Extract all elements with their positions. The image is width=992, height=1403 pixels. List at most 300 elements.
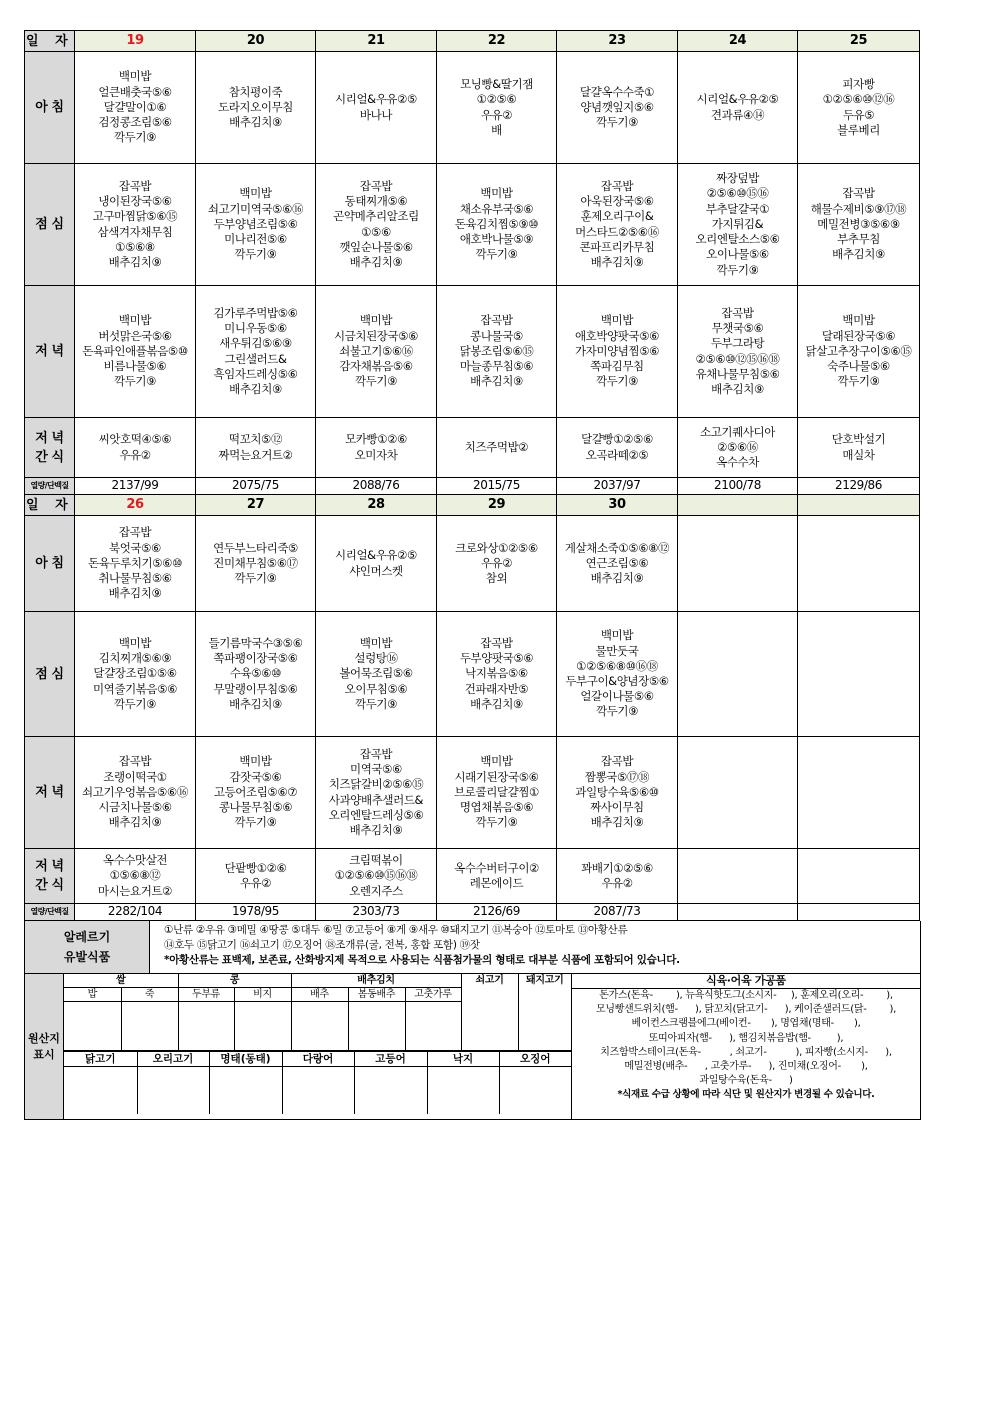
menu-item: 크로와상①②⑤⑥	[455, 540, 538, 555]
menu-item: 설렁탕⑯	[354, 651, 398, 666]
menu-item: 도라지오이무침	[218, 99, 293, 114]
menu-item: 깍두기⑨	[837, 374, 880, 389]
calorie-label: 열량/단백질	[25, 478, 75, 495]
calorie-protein-value	[798, 904, 920, 921]
menu-item: 백미밥	[118, 313, 152, 328]
menu-item: ①②⑤⑥⑧⑩⑯⑱	[576, 658, 658, 673]
calorie-protein-value: 2303/73	[316, 904, 437, 921]
menu-item: 냉이된장국⑤⑥	[98, 194, 172, 209]
menu-item: 백미밥	[480, 754, 513, 769]
allergy-note: *아황산류는 표백제, 보존료, 산화방지제 목적으로 사용되는 식품첨가물의 형태로 대부분 식품에 포함되어 있습니다.	[164, 954, 680, 966]
menu-item: 연근조림⑤⑥	[585, 555, 649, 570]
processed-food-line: 돈가스(돈육- ), 뉴욕식핫도그(소시지- ), 훈제오리(오리- ),	[599, 990, 893, 1001]
menu-item: 김치찌개⑤⑥⑨	[98, 651, 172, 666]
menu-item: 크림떡볶이	[349, 853, 403, 868]
dinner-row	[25, 286, 920, 418]
menu-item: 비름나물⑤⑥	[103, 359, 167, 374]
date-cell: 30	[557, 495, 678, 516]
menu-item: 삼색겨자채무침	[97, 224, 173, 239]
menu-item: 견과류④⑭	[710, 107, 765, 122]
snack-menu-cell	[798, 849, 920, 904]
menu-item: 무말랭이무침⑤⑥	[213, 681, 298, 696]
menu-item: ②⑤⑥⑩⑮⑯	[706, 186, 769, 201]
calorie-row	[25, 478, 920, 495]
menu-item: 깍두기⑨	[234, 571, 277, 586]
menu-item: 옥수수버터구이②	[454, 860, 539, 875]
calorie-protein-value: 2100/78	[678, 478, 798, 495]
menu-item: 배추김치⑨	[470, 374, 523, 389]
menu-item: 잡곡밥	[359, 178, 393, 193]
dinner-menu-cell	[75, 286, 196, 418]
menu-item: 잡곡밥	[118, 754, 152, 769]
lunch-menu-cell	[557, 164, 678, 286]
menu-item: 쇠불고기⑤⑥⑯	[339, 343, 413, 358]
processed-food-line: 과일탕수육(돈육- )	[699, 1075, 793, 1087]
snack-menu-cell	[678, 418, 798, 478]
menu-item: 달걀장조림①⑤⑥	[93, 666, 177, 681]
date-cell	[678, 495, 798, 516]
origin-sub-rice: 밥	[64, 988, 121, 1002]
origin-value-cell	[427, 1067, 499, 1115]
calorie-row	[25, 904, 920, 921]
menu-item: 낙지볶음⑤⑥	[465, 666, 528, 681]
menu-item: 배추김치⑨	[108, 815, 162, 830]
origin-sub-biji: 비지	[234, 988, 291, 1002]
menu-item: 쪽파팽이장국⑤⑥	[213, 651, 298, 666]
menu-item: 매실차	[842, 447, 875, 462]
breakfast-menu-cell	[798, 516, 920, 612]
breakfast-menu-cell	[437, 52, 557, 164]
dinner-menu-cell	[437, 737, 557, 849]
lunch-menu-cell	[557, 612, 678, 737]
lunch-row	[25, 612, 920, 737]
menu-item: 꽈배기①②⑤⑥	[581, 860, 653, 875]
snack-menu-cell	[678, 849, 798, 904]
menu-item: 바나나	[359, 107, 393, 122]
breakfast-menu-cell	[196, 516, 316, 612]
menu-item: 백미밥	[118, 69, 152, 84]
menu-item: 블루베리	[837, 122, 880, 137]
date-header-row	[25, 495, 920, 516]
menu-item: 시리얼&우유②⑤	[335, 548, 417, 563]
menu-item: 돈육두루치기⑤⑥⑩	[88, 555, 182, 570]
origin-value-cell	[178, 1002, 234, 1051]
menu-item: 잡곡밥	[359, 746, 393, 761]
menu-item: 훈제오리구이&	[580, 209, 654, 224]
menu-item: 새우튀김⑤⑥⑨	[219, 336, 292, 351]
menu-item: 참치평이죽	[228, 84, 283, 99]
menu-item: 잡곡밥	[480, 635, 513, 650]
menu-item: 깍두기⑨	[595, 704, 639, 719]
origin-footnote: *식재료 수급 상황에 따라 식단 및 원산지가 변경될 수 있습니다.	[617, 1089, 875, 1101]
menu-item: 치즈주먹밥②	[464, 439, 529, 454]
snack-menu-cell	[196, 418, 316, 478]
menu-item: 치즈닭갈비②⑤⑥⑮	[328, 777, 424, 792]
origin-sub-porridge: 죽	[121, 988, 178, 1002]
menu-item: 백미밥	[600, 628, 634, 643]
menu-item: 브로콜리달걀찜①	[454, 784, 539, 799]
breakfast-menu-cell	[557, 52, 678, 164]
menu-item: 미나리전⑤⑥	[224, 232, 287, 247]
origin-squid: 오징어	[499, 1052, 571, 1067]
menu-item: 씨앗호떡④⑤⑥	[98, 432, 172, 447]
dinner-menu-cell	[798, 286, 920, 418]
menu-item: 두부구이&양념장⑤⑥	[565, 674, 669, 688]
date-cell: 26	[75, 495, 196, 516]
menu-item: 우유②	[601, 876, 633, 890]
menu-item: 건파래자반⑤	[464, 681, 529, 696]
menu-item: 우유②	[239, 876, 272, 890]
menu-item: 두유⑤	[842, 107, 875, 122]
menu-item: 마시는요거트②	[97, 883, 173, 898]
menu-item: 진미채무침⑤⑥⑰	[213, 555, 298, 570]
menu-item: 애호박양팟국⑤⑥	[574, 328, 660, 343]
dinner-menu-cell	[798, 737, 920, 849]
breakfast-menu-cell	[316, 516, 437, 612]
date-cell: 29	[437, 495, 557, 516]
menu-item: 달걀빵①②⑤⑥	[581, 432, 653, 447]
menu-item: 숙주나물⑤⑥	[827, 359, 890, 374]
menu-item: 깍두기⑨	[475, 247, 518, 262]
calorie-protein-value: 2282/104	[75, 904, 196, 921]
lunch-menu-cell	[316, 164, 437, 286]
menu-item: 김가루주먹밥⑤⑥	[213, 305, 298, 320]
menu-item: 고구마찜닭⑤⑥⑮	[92, 209, 178, 224]
menu-item: 옥수수맛살전	[102, 853, 168, 868]
menu-item: 미역줄기볶음⑤⑥	[92, 681, 178, 696]
menu-item: 모닝빵&딸기잼	[460, 77, 533, 92]
menu-item: 달래된장국⑤⑥	[821, 328, 896, 343]
menu-item: 취나물무침⑤⑥	[98, 571, 172, 586]
menu-item: 무챗국⑤⑥	[711, 321, 764, 336]
menu-item: 닭살고추장구이⑤⑥⑮	[805, 343, 912, 358]
menu-item: 소고기퀘사디아	[700, 424, 775, 439]
breakfast-menu-cell	[678, 516, 798, 612]
menu-item: 곤약메추리알조림	[333, 209, 419, 224]
menu-item: 레몬에이드	[469, 876, 524, 890]
origin-value-cell	[64, 1002, 121, 1051]
dinner-row	[25, 737, 920, 849]
snack-label: 저 녁 간 식	[25, 849, 75, 904]
breakfast-label: 아 침	[25, 52, 75, 164]
origin-value-cell	[137, 1067, 209, 1115]
menu-item: ①⑤⑥⑧	[115, 239, 155, 254]
menu-item: 유채나물무침⑤⑥	[695, 366, 780, 381]
menu-item: 오이무침⑤⑥	[344, 681, 408, 696]
menu-item: 시리얼&우유②⑤	[335, 92, 417, 107]
meal-menu-sheet	[24, 30, 919, 1120]
menu-item: 물만둣국	[595, 643, 639, 658]
menu-item: 얼갈이나물⑤⑥	[580, 689, 654, 704]
menu-item: 백미밥	[239, 186, 272, 201]
menu-item: 쪽파김무침	[590, 359, 644, 374]
breakfast-row	[25, 52, 920, 164]
origin-duck: 오리고기	[137, 1052, 209, 1067]
menu-item: 짜먹는요거트②	[218, 447, 293, 462]
lunch-menu-cell	[437, 164, 557, 286]
calorie-protein-value: 2087/73	[557, 904, 678, 921]
menu-item: 단팥빵①②⑥	[224, 860, 287, 875]
allergy-label: 알레르기 유발식품	[25, 921, 150, 973]
lunch-menu-cell	[75, 164, 196, 286]
menu-item: 잡곡밥	[600, 178, 634, 193]
menu-item: ①②⑤⑥⑩⑫⑯	[822, 92, 895, 107]
menu-item: 백미밥	[480, 186, 513, 201]
menu-item: 백미밥	[600, 313, 634, 328]
menu-item: 배추김치⑨	[349, 822, 403, 837]
menu-item: 백미밥	[239, 754, 272, 769]
calorie-protein-value: 2037/97	[557, 478, 678, 495]
dinner-menu-cell	[678, 286, 798, 418]
menu-item: 피자빵	[842, 77, 875, 92]
menu-item: 깍두기⑨	[354, 696, 398, 711]
origin-pollock: 명태(동태)	[209, 1052, 282, 1067]
date-cell: 22	[437, 31, 557, 52]
processed-food-line: 메밀전병(배추- , 고춧가루- ), 진미채(오징어- ),	[624, 1061, 868, 1073]
menu-item: ②⑤⑥⑯	[717, 439, 758, 454]
processed-food-line: 또띠아피자(햄- ), 햄김치볶음밥(햄- ),	[648, 1032, 844, 1044]
calorie-protein-value: 2129/86	[798, 478, 920, 495]
menu-item: 수육⑤⑥⑩	[229, 666, 282, 681]
origin-table-top	[64, 974, 571, 1051]
dinner-menu-cell	[557, 737, 678, 849]
breakfast-menu-cell	[75, 516, 196, 612]
snack-menu-cell	[437, 849, 557, 904]
menu-item: 백미밥	[359, 635, 393, 650]
menu-item: 얼큰배춧국⑤⑥	[98, 84, 172, 99]
lunch-label: 점 심	[25, 612, 75, 737]
origin-table-bottom	[64, 1051, 571, 1114]
menu-item: 배추김치⑨	[711, 381, 764, 396]
dinner-label: 저 녁	[25, 737, 75, 849]
menu-item: 깍두기⑨	[113, 696, 157, 711]
dinner-menu-cell	[557, 286, 678, 418]
origin-info	[24, 974, 921, 1120]
lunch-menu-cell	[678, 612, 798, 737]
date-label: 일 자	[25, 495, 75, 516]
origin-value-cell	[348, 1002, 405, 1051]
breakfast-menu-cell	[678, 52, 798, 164]
date-header-row	[25, 31, 920, 52]
breakfast-row	[25, 516, 920, 612]
date-cell: 27	[196, 495, 316, 516]
menu-item: 잡곡밥	[721, 305, 754, 320]
menu-item: 배추김치⑨	[590, 815, 644, 830]
lunch-row	[25, 164, 920, 286]
menu-item: 감자채볶음⑤⑥	[339, 359, 413, 374]
menu-item: 잡곡밥	[118, 525, 152, 540]
menu-item: 우유②	[480, 107, 513, 122]
snack-label: 저 녁 간 식	[25, 418, 75, 478]
menu-item: 콩나물무침⑤⑥	[218, 800, 293, 815]
menu-item: 배추김치⑨	[229, 381, 282, 396]
calorie-protein-value: 2126/69	[437, 904, 557, 921]
origin-group-kimchi: 배추김치	[291, 974, 461, 988]
menu-item: 가자미양념찜⑤⑥	[574, 343, 660, 358]
menu-item: 깍두기⑨	[475, 815, 518, 830]
menu-item: 머스타드②⑤⑥⑯	[575, 224, 659, 239]
menu-item: 오이나물⑤⑥	[706, 247, 769, 262]
menu-item: 배추김치⑨	[108, 254, 162, 269]
menu-item: 쇠고기우엉볶음⑤⑥⑯	[82, 784, 188, 799]
menu-item: 달걀말이①⑥	[103, 99, 167, 114]
menu-item: 잡곡밥	[480, 313, 513, 328]
calorie-protein-value: 1978/95	[196, 904, 316, 921]
menu-item: 오리엔탈소스⑤⑥	[695, 232, 780, 247]
processed-food-line: 베이컨스크램블에그(베이컨- ), 명엽채(명태- ),	[631, 1018, 861, 1030]
menu-item: 배	[491, 122, 502, 137]
menu-item: 깻잎순나물⑤⑥	[339, 239, 413, 254]
lunch-menu-cell	[798, 164, 920, 286]
menu-item: 오리엔탈드레싱⑤⑥	[328, 807, 424, 822]
lunch-label: 점 심	[25, 164, 75, 286]
menu-item: 마늘종무침⑤⑥	[459, 359, 534, 374]
menu-item: 달걀옥수수죽①	[579, 84, 655, 99]
lunch-menu-cell	[316, 612, 437, 737]
allergy-text	[150, 921, 920, 973]
menu-item: 배추김치⑨	[349, 254, 403, 269]
menu-item: 백미밥	[359, 313, 393, 328]
menu-item: 모카빵①②⑥	[345, 432, 407, 447]
menu-item: 동태찌개⑤⑥	[344, 194, 408, 209]
origin-value-cell	[121, 1002, 178, 1051]
menu-item: 시래기된장국⑤⑥	[454, 769, 539, 784]
origin-value-cell	[354, 1067, 427, 1115]
lunch-menu-cell	[75, 612, 196, 737]
menu-item: 사과양배추샐러드&	[328, 792, 424, 807]
lunch-menu-cell	[196, 612, 316, 737]
lunch-menu-cell	[437, 612, 557, 737]
menu-item: 깍두기⑨	[234, 247, 277, 262]
dinner-menu-cell	[437, 286, 557, 418]
menu-item: 우유②	[119, 447, 151, 462]
origin-sub-spring-cabbage: 봄동배추	[348, 988, 405, 1002]
origin-value-cell	[64, 1067, 137, 1115]
origin-octopus: 낙지	[427, 1052, 499, 1067]
calorie-protein-value: 2075/75	[196, 478, 316, 495]
dinner-menu-cell	[75, 737, 196, 849]
menu-item: 샤인머스켓	[349, 563, 403, 578]
dinner-menu-cell	[196, 737, 316, 849]
breakfast-menu-cell	[437, 516, 557, 612]
menu-item: ①②⑤⑥	[476, 92, 517, 107]
menu-item: 백미밥	[118, 635, 152, 650]
menu-item: 아욱된장국⑤⑥	[580, 194, 654, 209]
date-cell: 21	[316, 31, 437, 52]
menu-item: 짜사이무침	[590, 800, 644, 815]
menu-item: 깍두기⑨	[113, 374, 157, 389]
menu-item: 돈육김치찜⑤⑨⑩	[454, 216, 539, 231]
dinner-menu-cell	[678, 737, 798, 849]
menu-item: 볼어묵조림⑤⑥	[339, 666, 413, 681]
menu-item: 깍두기⑨	[595, 115, 639, 130]
processed-food-title: 식육·어육 가공품	[572, 974, 920, 989]
processed-food-origin	[572, 974, 920, 1119]
breakfast-menu-cell	[75, 52, 196, 164]
menu-item: 애호박나물⑤⑨	[459, 232, 534, 247]
origin-group-bean: 콩	[178, 974, 291, 988]
menu-item: 깍두기⑨	[595, 374, 639, 389]
menu-item: 감잣국⑤⑥	[229, 769, 282, 784]
breakfast-label: 아 침	[25, 516, 75, 612]
menu-item: 버섯맑은국⑤⑥	[98, 328, 172, 343]
menu-item: 부추달걀국①	[705, 201, 770, 216]
processed-food-line: 치즈함박스테이크(돈육- , 쇠고기- ), 피자빵(소시지- ),	[600, 1046, 892, 1058]
origin-value-cell	[282, 1067, 354, 1115]
snack-menu-cell	[75, 418, 196, 478]
dinner-menu-cell	[316, 737, 437, 849]
origin-value-cell	[499, 1067, 571, 1115]
menu-item: ②⑤⑥⑩⑫⑮⑯⑱	[695, 351, 780, 366]
date-cell	[798, 495, 920, 516]
menu-item: 단호박설기	[831, 432, 886, 447]
menu-item: 부추무침	[837, 232, 880, 247]
menu-item: 시리얼&우유②⑤	[696, 92, 779, 107]
snack-menu-cell	[75, 849, 196, 904]
origin-chicken: 닭고기	[64, 1052, 137, 1067]
date-label: 일 자	[25, 31, 75, 52]
snack-menu-cell	[557, 418, 678, 478]
menu-item: 미니우동⑤⑥	[224, 321, 287, 336]
menu-item: 잡곡밥	[842, 186, 875, 201]
origin-group-beef: 쇠고기	[461, 974, 518, 1051]
menu-item: 참외	[485, 571, 508, 586]
lunch-menu-cell	[678, 164, 798, 286]
dinner-menu-cell	[316, 286, 437, 418]
menu-item: ①⑤⑥	[361, 224, 391, 239]
snack-menu-cell	[437, 418, 557, 478]
origin-group-pork: 돼지고기	[518, 974, 571, 1051]
menu-item: 두부양팟국⑤⑥	[459, 651, 534, 666]
calorie-protein-value: 2015/75	[437, 478, 557, 495]
origin-value-cell	[291, 1002, 348, 1051]
date-cell: 23	[557, 31, 678, 52]
snack-menu-cell	[316, 418, 437, 478]
menu-item: 들기름막국수③⑤⑥	[208, 635, 303, 650]
origin-sub-red-pepper: 고춧가루	[405, 988, 461, 1002]
menu-item: 두부양념조림⑤⑥	[213, 216, 298, 231]
origin-tuna: 다랑어	[282, 1052, 354, 1067]
calorie-protein-value: 2088/76	[316, 478, 437, 495]
menu-item: 닭봉조림⑤⑥⑮	[459, 343, 534, 358]
menu-item: 북엇국⑤⑥	[109, 540, 161, 555]
dinner-label: 저 녁	[25, 286, 75, 418]
menu-item: 조랭이떡국①	[103, 769, 167, 784]
breakfast-menu-cell	[316, 52, 437, 164]
origin-value-cell	[234, 1002, 291, 1051]
date-cell: 24	[678, 31, 798, 52]
allergy-info	[24, 921, 921, 974]
meal-menu-table	[24, 30, 920, 921]
menu-item: 오미자차	[354, 447, 398, 462]
menu-item: 배추김치⑨	[590, 254, 644, 269]
allergy-line-1: ①난류 ②우유 ③메밀 ④땅콩 ⑤대두 ⑥밀 ⑦고등어 ⑧게 ⑨새우 ⑩돼지고기 ⑪복숭아 ⑫토마토 ⑬아황산류	[164, 924, 628, 936]
menu-item: 옥수수차	[716, 455, 759, 470]
date-cell: 28	[316, 495, 437, 516]
allergy-line-2: ⑭호두 ⑮닭고기 ⑯쇠고기 ⑰오징어 ⑱조개류(굴, 전복, 홍합 포함) ⑲잣	[164, 939, 480, 951]
origin-grid	[64, 974, 572, 1119]
menu-item: 깍두기⑨	[354, 374, 398, 389]
menu-item: 시금치나물⑤⑥	[98, 800, 172, 815]
menu-item: 배추김치⑨	[229, 696, 282, 711]
menu-item: 그린샐러드&	[224, 351, 287, 366]
processed-food-line: 모닝빵샌드위치(햄- ), 닭꼬치(닭고기- ), 케이준샐러드(닭- ),	[595, 1004, 897, 1016]
menu-item: 검정콩조림⑤⑥	[98, 115, 172, 130]
menu-item: 두부그라탕	[710, 336, 765, 351]
menu-item: 메밀전병③⑤⑥⑨	[817, 216, 900, 231]
origin-label: 원산지 표시	[25, 974, 64, 1119]
menu-item: 우유②	[480, 555, 513, 570]
